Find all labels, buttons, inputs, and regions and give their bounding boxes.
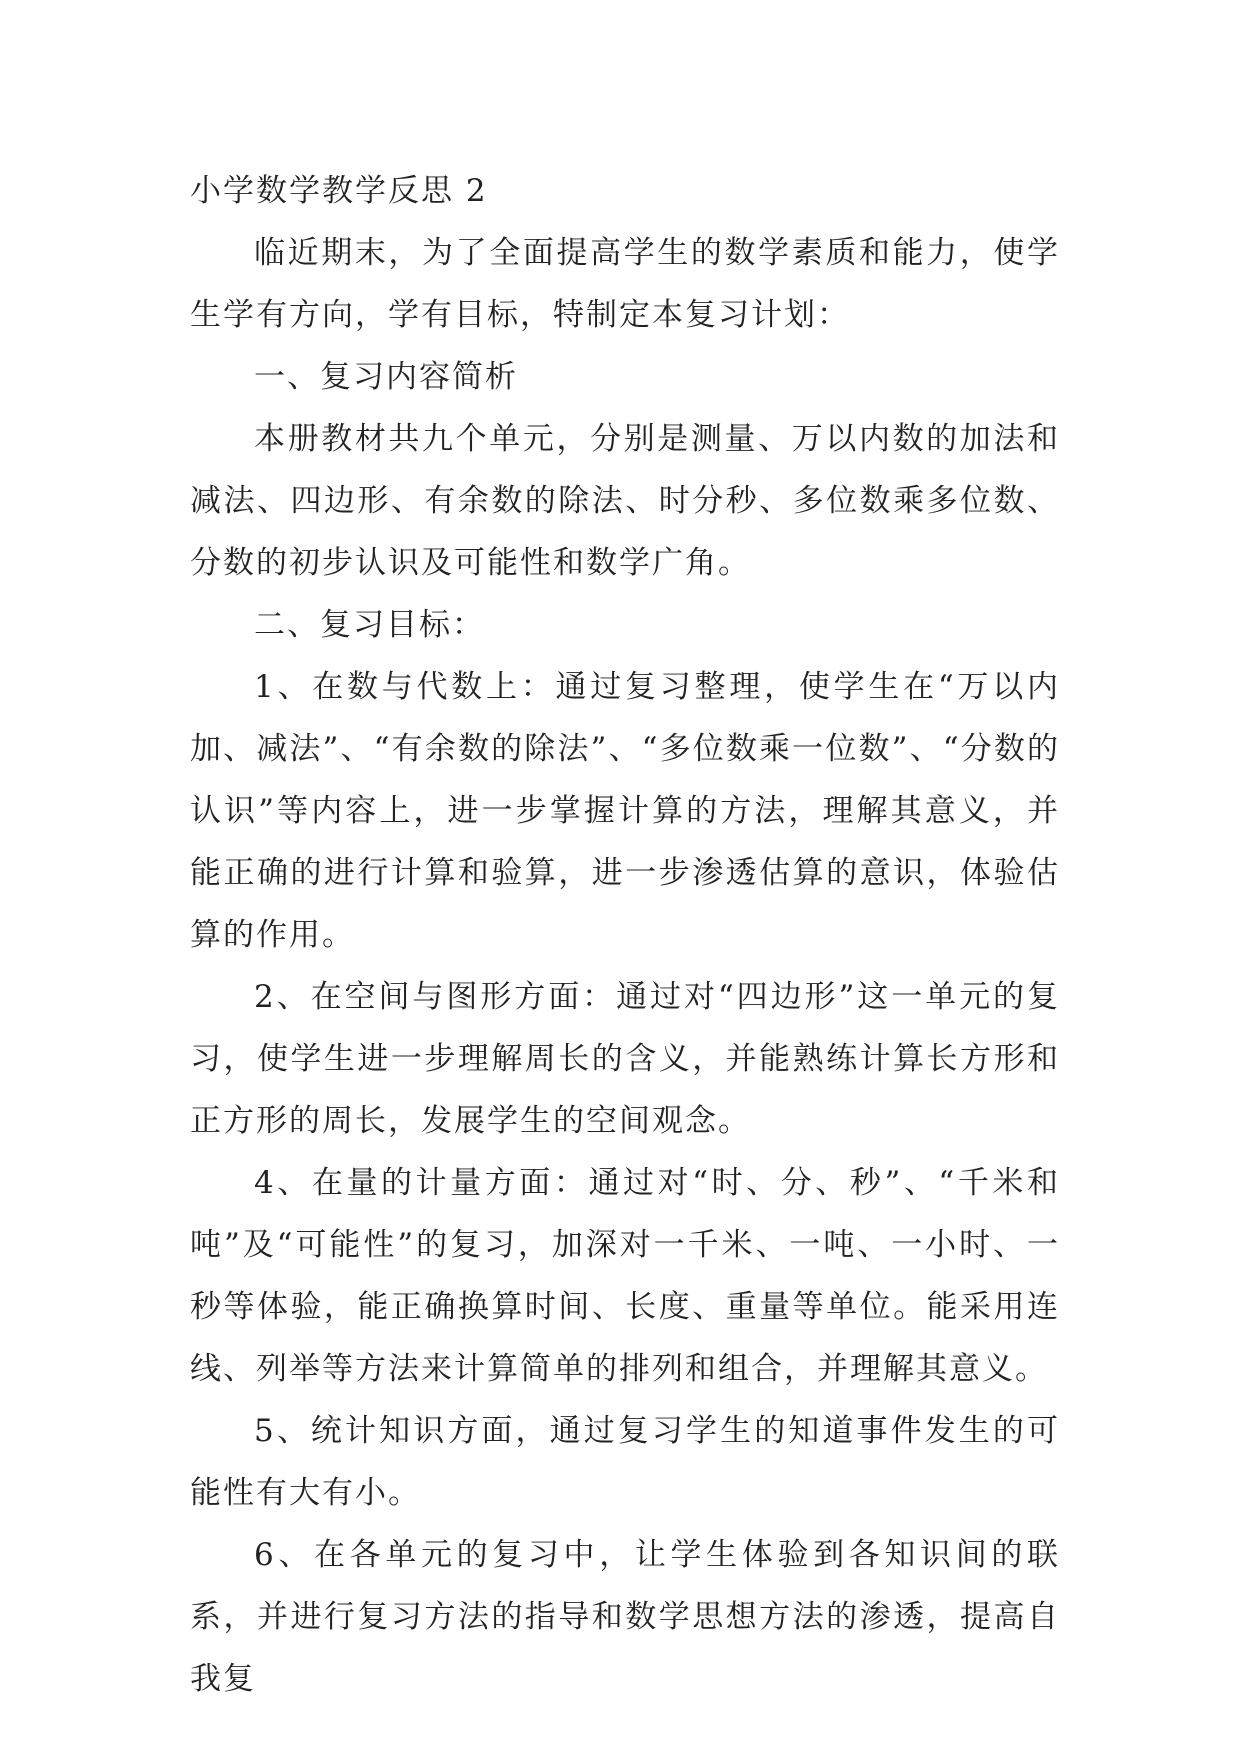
paragraph-content-analysis: 本册教材共九个单元，分别是测量、万以内数的加法和减法、四边形、有余数的除法、时分秒、多位数乘多位数、分数的初步认识及可能性和数学广角。 [190,421,1060,581]
paragraph-goal-measurement: 4、在量的计量方面：通过对“时、分、秒”、“千米和吨”及“可能性”的复习，加深对一千米、一吨、一小时、一秒等体验，能正确换算时间、长度、重量等单位。能采用连线、列举等方法来计算简单的排列和组合，并理解其意义。 [190,1165,1060,1387]
paragraph-goal-statistics: 5、统计知识方面，通过复习学生的知道事件发生的可能性有大有小。 [190,1413,1060,1511]
paragraph-goal-number-algebra: 1、在数与代数上：通过复习整理，使学生在“万以内加、减法”、“有余数的除法”、“多位数乘一位数”、“分数的认识”等内容上，进一步掌握计算的方法，理解其意义，并能正确的进行计算和验算，进一步渗透估算的意识，体验估算的作用。 [190,669,1060,953]
paragraph-intro: 临近期末，为了全面提高学生的数学素质和能力，使学生学有方向，学有目标，特制定本复习计划： [190,235,1060,333]
paragraph-goal-space-shape: 2、在空间与图形方面：通过对“四边形”这一单元的复习，使学生进一步理解周长的含义，并能熟练计算长方形和正方形的周长，发展学生的空间观念。 [190,979,1060,1139]
heading-review-goals: 二、复习目标： [254,607,485,643]
paragraph-goal-connections: 6、在各单元的复习中，让学生体验到各知识间的联系，并进行复习方法的指导和数学思想方法的渗透，提高自我复 [190,1537,1060,1697]
heading-review-content: 一、复习内容简析 [254,359,518,395]
document-title: 小学数学教学反思 2 [190,173,488,209]
document-body [190,160,1060,1710]
